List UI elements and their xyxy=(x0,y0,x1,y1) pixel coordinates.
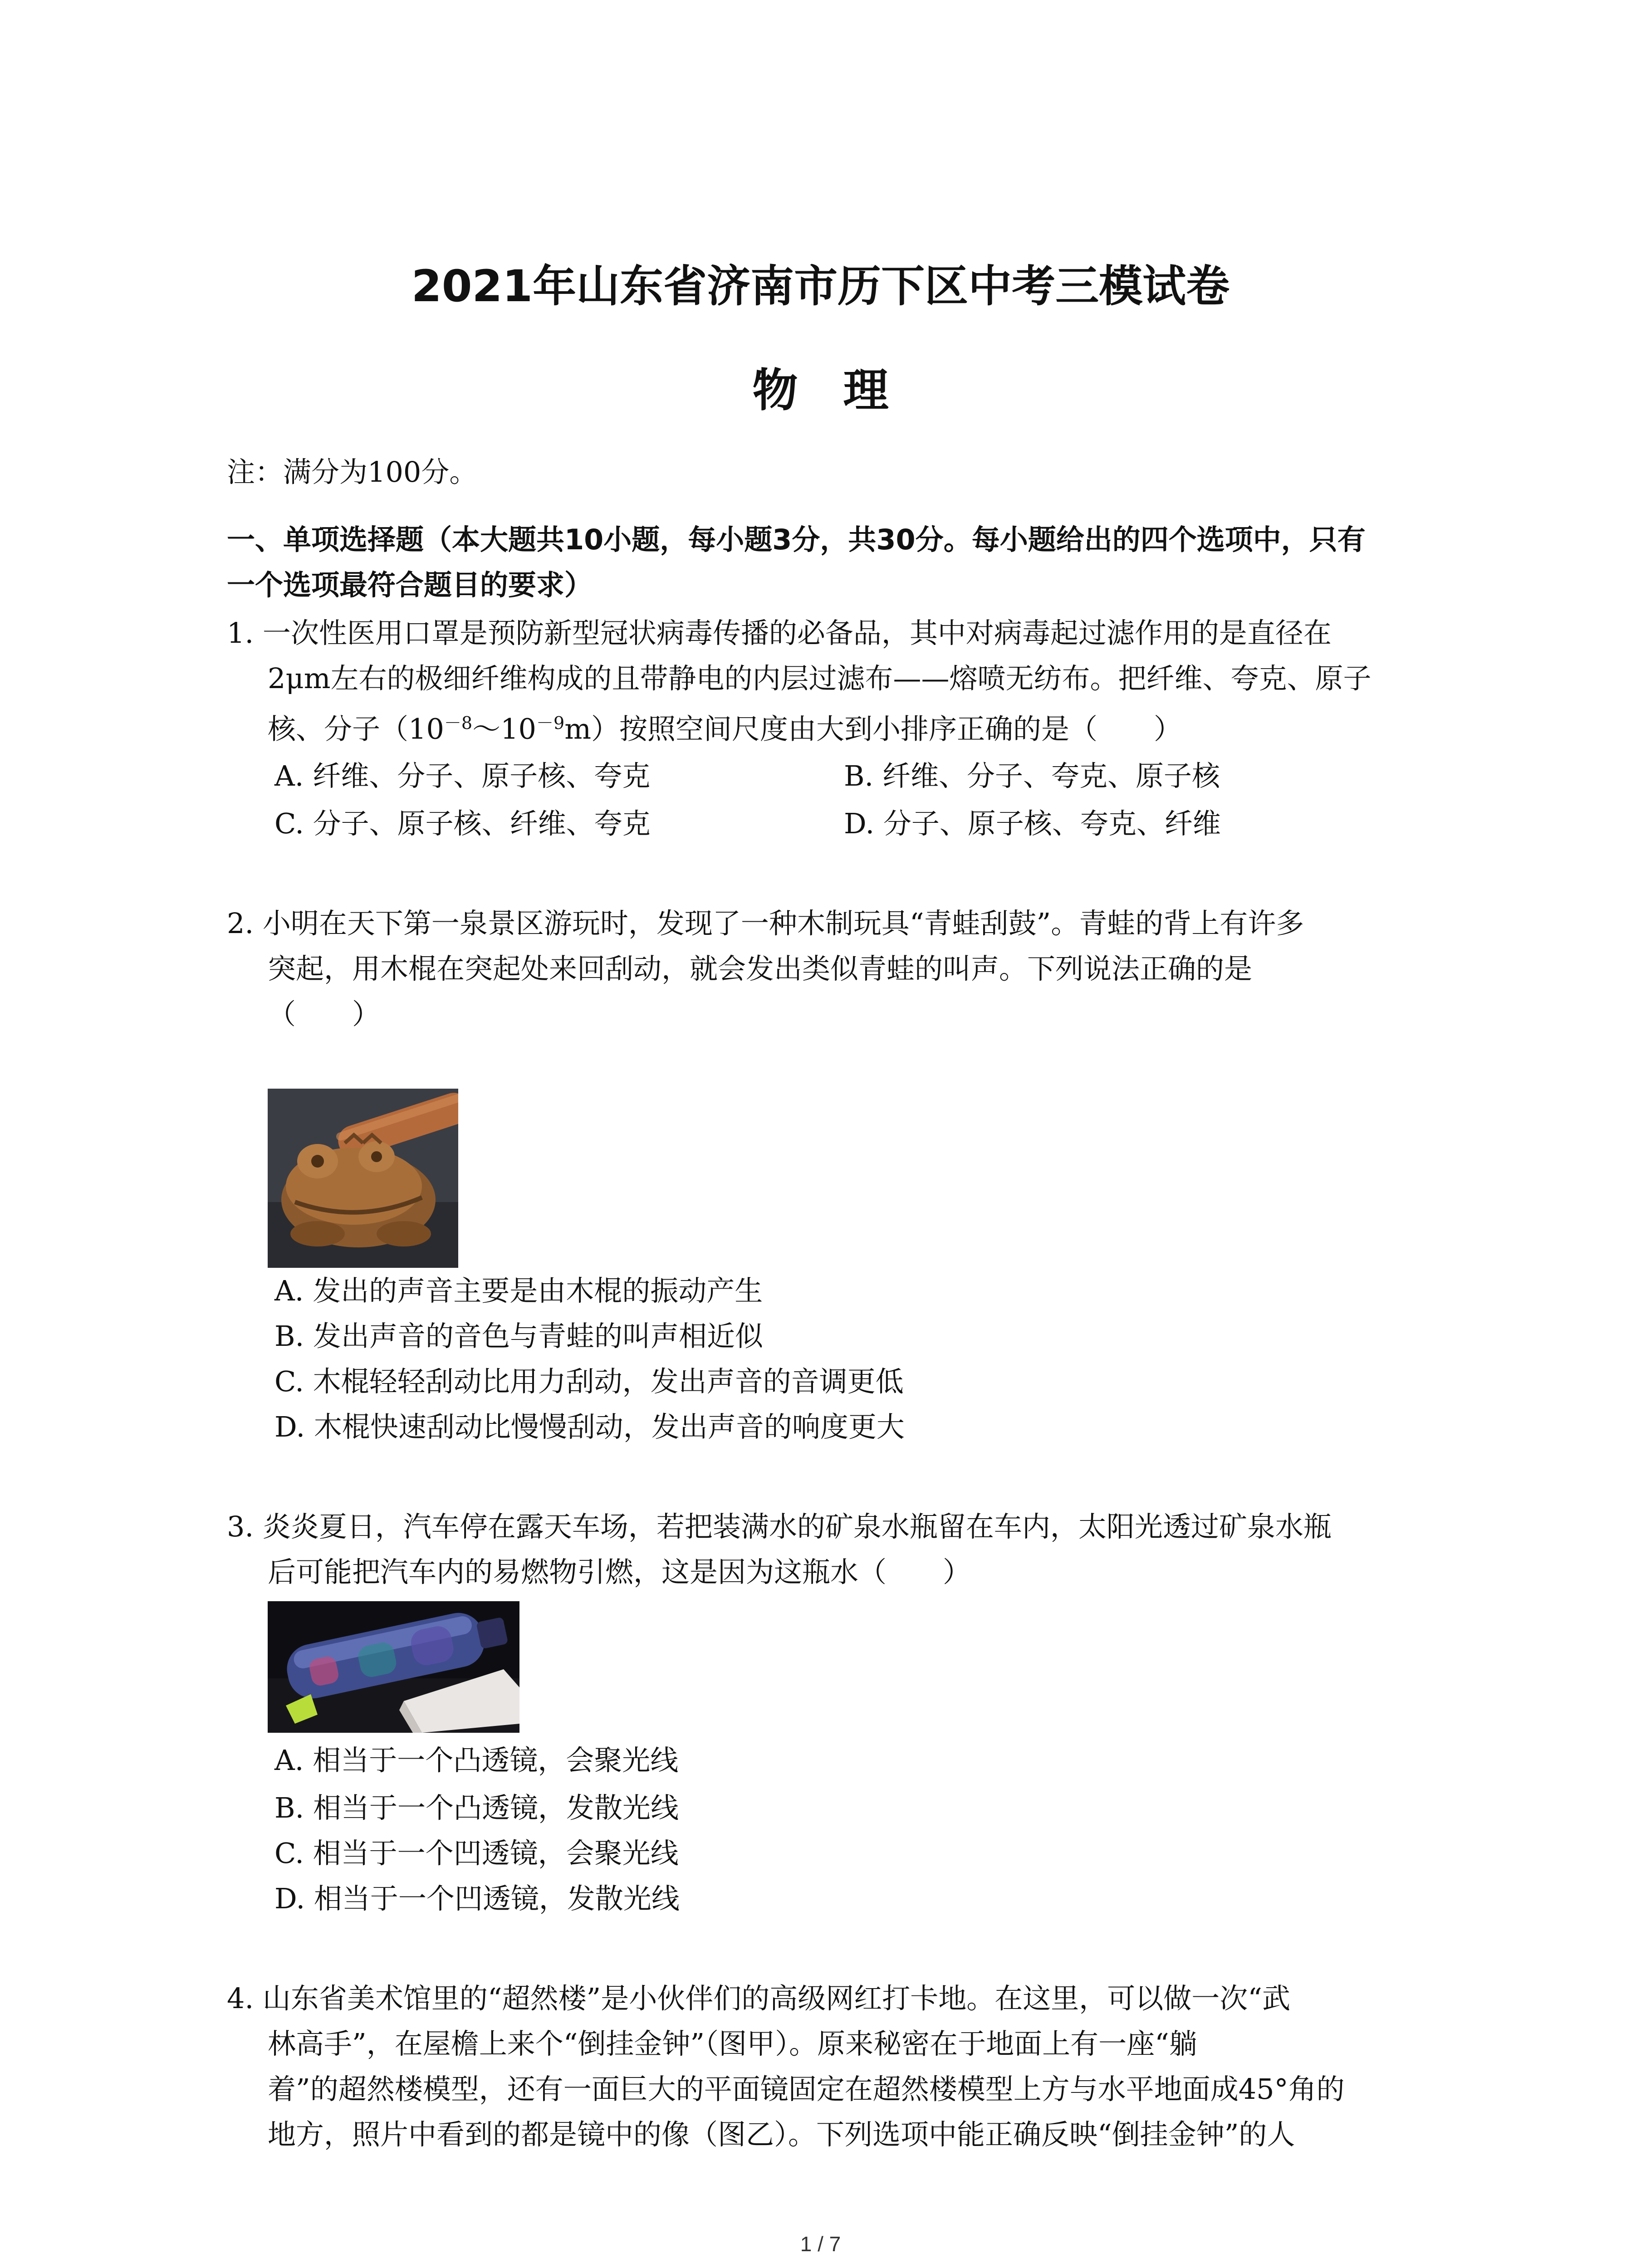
page-number: 1 / 7 xyxy=(800,2232,841,2256)
q4-line2: 林高手”，在屋檐上来个“倒挂金钟”（图甲）。原来秘密在于地面上有一座“躺 xyxy=(268,2027,1197,2060)
q2-line3: （ ） xyxy=(268,997,381,1031)
q1-line3-part-b: ～10 xyxy=(472,712,536,746)
q1-option-b: B. 纤维、分子、夸克、原子核 xyxy=(844,759,1220,792)
q1-option-c: C. 分子、原子核、纤维、夸克 xyxy=(274,807,651,840)
q1-exponent-2: －9 xyxy=(536,713,565,733)
q3-option-c: C. 相当于一个凹透镜，会聚光线 xyxy=(274,1837,679,1870)
section-heading-line2: 一个选项最符合题目的要求） xyxy=(227,568,593,601)
q1-option-d: D. 分子、原子核、夸克、纤维 xyxy=(844,807,1221,840)
q4-line3: 着”的超然楼模型，还有一面巨大的平面镜固定在超然楼模型上方与水平地面成45°角的 xyxy=(268,2072,1345,2106)
water-bottle-photo xyxy=(268,1601,519,1733)
score-note: 注：满分为100分。 xyxy=(227,455,478,489)
q1-line2: 2μm左右的极细纤维构成的且带静电的内层过滤布——熔喷无纺布。把纤维、夸克、原子 xyxy=(268,662,1372,695)
q3-line1: 3. 炎炎夏日，汽车停在露天车场，若把装满水的矿泉水瓶留在车内，太阳光透过矿泉水瓶 xyxy=(227,1510,1332,1543)
q2-line1: 2. 小明在天下第一泉景区游玩时，发现了一种木制玩具“青蛙刮鼓”。青蛙的背上有许多 xyxy=(227,907,1304,940)
frog-scraper-photo xyxy=(268,1089,458,1268)
q1-exponent-1: －8 xyxy=(444,713,473,733)
q2-option-a: A. 发出的声音主要是由木棍的振动产生 xyxy=(274,1274,763,1307)
q1-line3 xyxy=(268,712,1182,746)
q2-line2: 突起，用木棍在突起处来回刮动，就会发出类似青蛙的叫声。下列说法正确的是 xyxy=(268,952,1253,985)
q2-option-c: C. 木棍轻轻刮动比用力刮动，发出声音的音调更低 xyxy=(274,1365,904,1398)
q2-option-d: D. 木棍快速刮动比慢慢刮动，发出声音的响度更大 xyxy=(274,1410,905,1443)
q2-option-b: B. 发出声音的音色与青蛙的叫声相近似 xyxy=(274,1320,763,1353)
frog-illustration xyxy=(268,1089,458,1268)
exam-title: 2021年山东省济南市历下区中考三模试卷 xyxy=(411,261,1230,312)
q1-line3-part-a: 核、分子（10 xyxy=(268,712,444,746)
q1-line3-part-c: m）按照空间尺度由大到小排序正确的是（ ） xyxy=(564,712,1182,746)
q3-option-d: D. 相当于一个凹透镜，发散光线 xyxy=(274,1882,680,1915)
subject-title: 物 理 xyxy=(752,364,889,417)
q1-option-a: A. 纤维、分子、原子核、夸克 xyxy=(274,759,651,792)
q1-line1: 1. 一次性医用口罩是预防新型冠状病毒传播的必备品，其中对病毒起过滤作用的是直径在 xyxy=(227,616,1332,650)
q4-line1: 4. 山东省美术馆里的“超然楼”是小伙伴们的高级网红打卡地。在这里，可以做一次“武 xyxy=(227,1982,1290,2015)
q3-line2: 后可能把汽车内的易燃物引燃，这是因为这瓶水（ ） xyxy=(268,1555,971,1589)
q4-line4: 地方，照片中看到的都是镜中的像（图乙）。下列选项中能正确反映“倒挂金钟”的人 xyxy=(268,2118,1295,2151)
section-heading-line1: 一、单项选择题（本大题共10小题，每小题3分，共30分。每小题给出的四个选项中，只有 xyxy=(227,523,1366,556)
q3-option-b: B. 相当于一个凸透镜，发散光线 xyxy=(274,1791,679,1824)
bottle-illustration xyxy=(268,1601,519,1733)
q3-option-a: A. 相当于一个凸透镜，会聚光线 xyxy=(274,1744,679,1777)
